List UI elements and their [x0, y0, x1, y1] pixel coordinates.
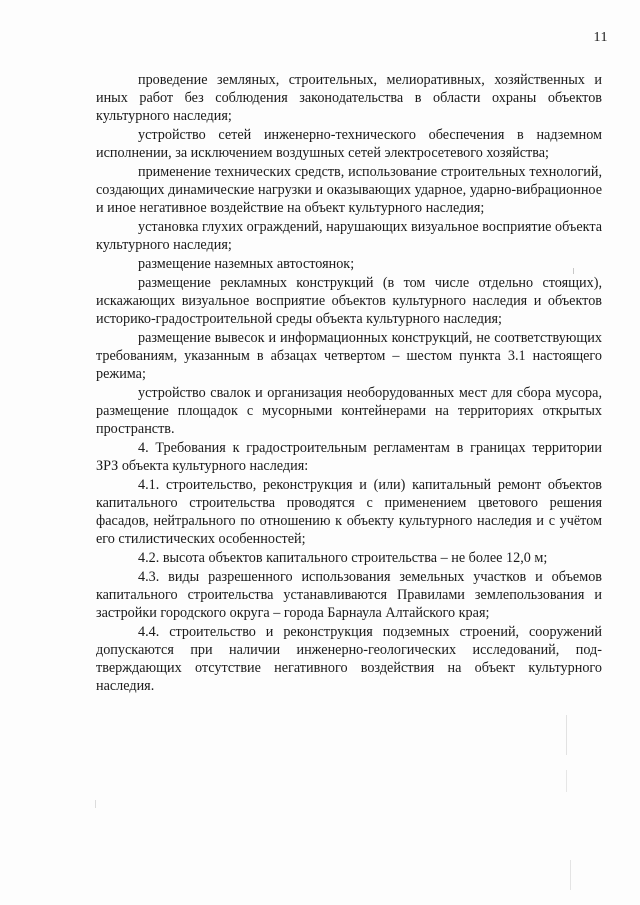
- scan-artifact: [566, 770, 567, 792]
- document-body: [96, 71, 602, 695]
- paragraph-4-1: 4.1. строительство, реконструкция и (или) капитальный ремонт объектов капитального строительства проводятся с применением цветового решения фасадов, нейтрального по отношению к объекту культурного наследия и с учётом его стилистических особенностей;: [96, 477, 602, 547]
- page-number: 11: [593, 30, 608, 45]
- paragraph-parking: размещение наземных автостоянок;: [138, 256, 355, 272]
- paragraph-earthworks: проведение земляных, строительных, мелиоративных, хозяйственных и иных работ без соблюдения законодательства в области охраны объектов культурного наследия;: [96, 72, 602, 124]
- paragraph-dumps: устройство свалок и организация необорудованных мест для сбора мусора, размещение площадок с мусорными контейнерами на территориях открытых пространств.: [96, 385, 602, 437]
- paragraph-technical-means: применение технических средств, использование строительных технологий, создающих динамические нагрузки и оказывающих ударное, ударно-вибрационное и иное негативное воздействие на объект культурного наследия;: [96, 164, 602, 216]
- paragraph-4-4: 4.4. строительство и реконструкция подземных строений, сооружений допускаются при наличии инженерно-геологических исследований, подтверждающих отсутствие негативного воздействия на объект культурного наследия.: [96, 624, 602, 694]
- scan-artifact: [573, 268, 574, 274]
- scan-artifact: [570, 860, 571, 890]
- paragraph-4-3: 4.3. виды разрешенного использования земельных участков и объемов капитального строительства устанавливаются Правилами землепользования и застройки городского округа – города Барнаула Алтайского края;: [96, 569, 602, 621]
- paragraph-advertising: размещение рекламных конструкций (в том числе отдельно стоящих), искажающих визуальное восприятие объектов культурного наследия и объектов историко-градостроительной среды объекта культурного наследия;: [96, 275, 602, 327]
- paragraph-engineering-networks: устройство сетей инженерно-технического обеспечения в надземном исполнении, за исключением воздушных сетей электросетевого хозяйства;: [96, 127, 602, 161]
- scan-artifact: [566, 715, 567, 755]
- paragraph-blind-fences: установка глухих ограждений, нарушающих визуальное восприятие объекта культурного наследия;: [96, 219, 602, 253]
- paragraph-section-4: 4. Требования к градостроительным регламентам в границах территории ЗРЗ объекта культурного наследия:: [96, 440, 602, 474]
- scan-artifact: [95, 800, 96, 808]
- paragraph-signage: размещение вывесок и информационных конструкций, не соответствующих требованиям, указанным в абзацах четвертом – шестом пункта 3.1 настоящего режима;: [96, 330, 602, 382]
- paragraph-4-2: 4.2. высота объектов капитального строительства – не более 12,0 м;: [138, 550, 548, 566]
